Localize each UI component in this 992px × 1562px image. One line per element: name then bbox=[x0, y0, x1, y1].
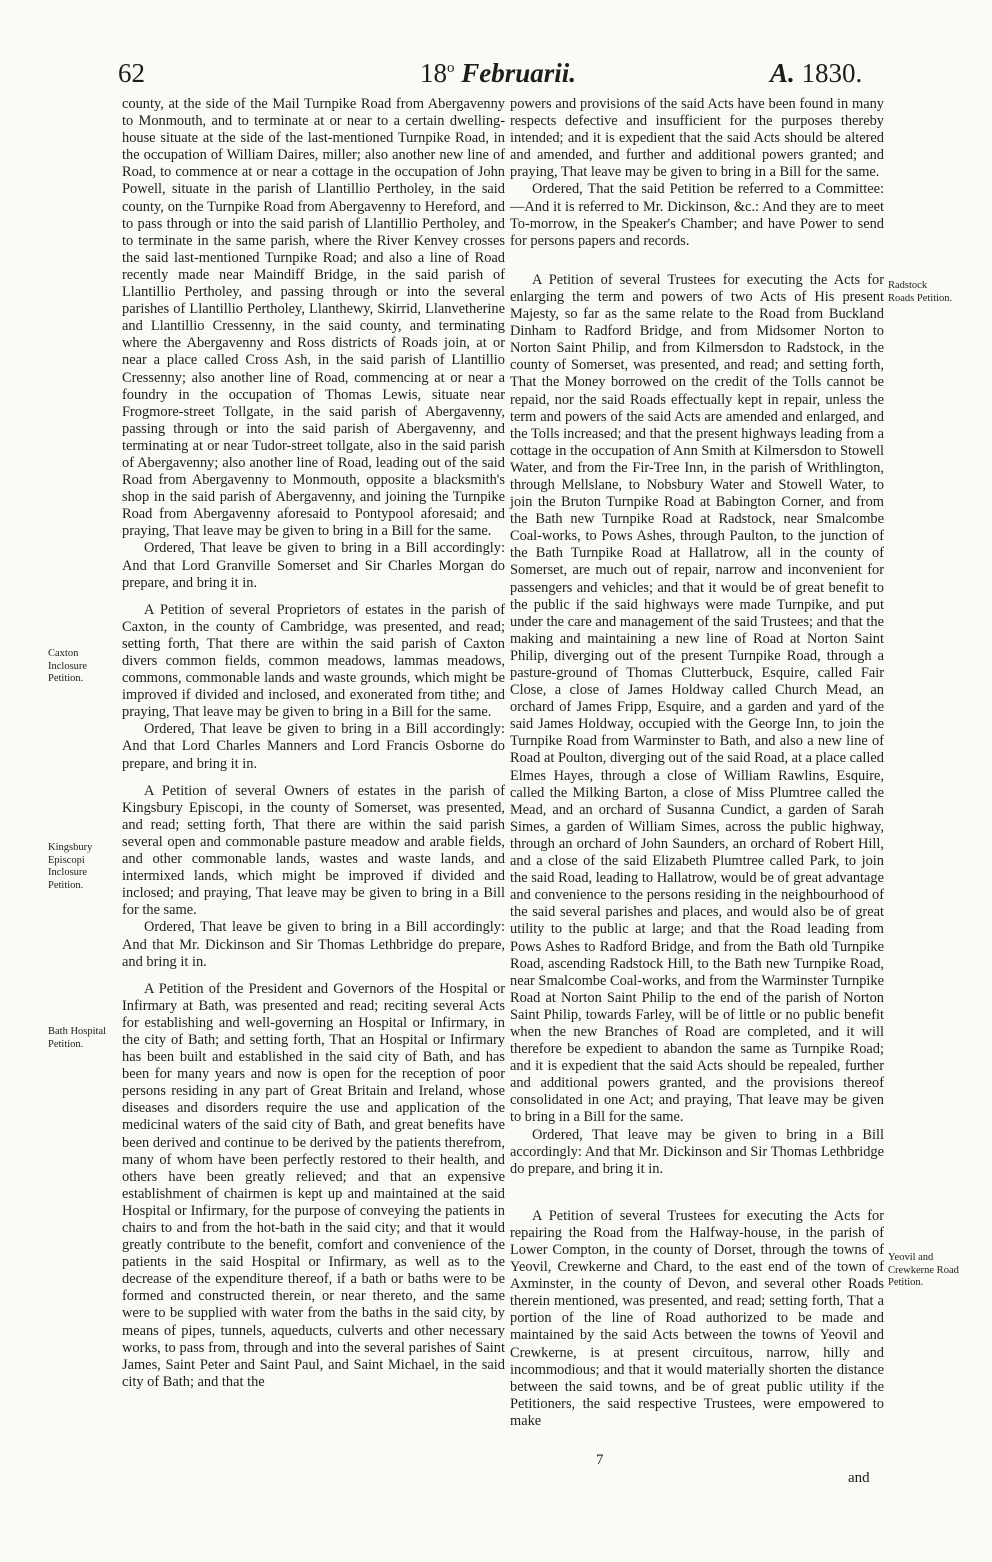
paragraph: Ordered, That the said Petition be referred to a Committee:—And it is referred to Mr. Dickinson, &c.: And they are to meet To-morrow, in the Speaker's Chamber; and have Power to send for persons papers and records. bbox=[510, 181, 884, 249]
paragraph: Ordered, That leave be given to bring in a Bill accordingly: And that Mr. Dickinson and Sir Thomas Lethbridge do prepare, and bring it in. bbox=[122, 919, 505, 970]
paragraph: A Petition of the President and Governors of the Hospital or Infirmary at Bath, was presented and read; reciting several Acts for establishing and well-governing an Hospital or Infirmary, in the city of Bath; and setting forth, That an Hospital or Infirmary has been built and established in the said city of Bath, and has been for many years and now is open for the reception of poor persons residing in any part of Great Britain and Ireland, whose diseases and disorders require the use and application of the medicinal waters of the said city of Bath, and great benefits have been derived and continue to be derived by the patients therefrom, many of whom have been perfectly restored to their health, and others have been greatly relieved; and that an expensive establishment of chairmen is kept up and maintained at the said Hospital or Infirmary, for the purpose of conveying the patients in chairs to and from the hot-bath in the said city; and that it would greatly contribute to the benefit, comfort and convenience of the patients in the said Hospital or Infirmary, as well as to the decrease of the expenditure thereof, if a bath or baths were to be formed and constructed therein, or near thereto, and the same were to be supplied with water from the baths in the said city, by means of pipes, tunnels, aqueducts, culverts and other necessary works, to pass from, through and into the several parishes of Saint James, Saint Peter and Saint Paul, and Saint Michael, in the said city of Bath; and that the bbox=[122, 980, 505, 1390]
page-date bbox=[420, 58, 576, 89]
paragraph: A Petition of several Trustees for executing the Acts for enlarging the term and powers of two Acts of His present Majesty, so far as the same relate to the Road from Buckland Dinham to Radford Bridge, and from Midsomer Norton to Norton Saint Philip, and from Kilmersdon to Radstock, in the county of Somerset, was presented, and read; and setting forth, That the Money borrowed on the credit of the Tolls cannot be repaid, nor the said Roads effectually kept in repair, unless the term and powers of the said Acts are amended and enlarged, and the Tolls increased; and that the present highways leading from a cottage in the occupation of Ann Smith at Kilmersdon to Stowell Water, and from the Fir-Tree Inn, in the parish of Writhlington, through Mellslane, to Nobsbury Water and Stowell Water, to join the Bruton Turnpike Road at Babington Corner, and from the Bath new Turnpike Road at Radstock, near Smalcombe Coal-works, to Pows Ashes, through Paulton, to the junction of the Bath Turnpike Road at Hallatrow, all in the county of Somerset, are much out of repair, narrow and inconvenient for passengers and vehicles; and that it would be of great benefit to the public if the said highways were made Turnpike, and put under the care and management of the said Trustees; and that the making and maintaining a new line of Road at Norton Saint Philip, diverging out of the present Turnpike Road, through a pasture-ground of Thomas Clutterbuck, Esquire, called Fair Close, a close of James Holdway called Church Mead, an orchard of James Fripp, Esquire, and a garden and yard of the said James Holdway, occupied with the George Inn, to join the Turnpike Road from Warminster to Bath, and also a new line of Road at Poulton, diverging out of the said Road, at a place called Elmes Hayes, through a close of William Rawlins, Esquire, called the Milking Barton, a close of Miss Plumtree called the Mead, and an orchard of Susanna Cundict, a garden of Sarah Simes, a garden of William Simes, across the public highway, through an orchard of John Saunders, an orchard of Robert Hill, and a close of the said Elizabeth Plumtree called Park, to join the said Road, leading to Hallatrow, would be of great advantage and convenience to the persons residing in the neighbourhood of the said several parishes and places, and would also be of great utility to the public at large; and that the Road leading from Pows Ashes to Radford Bridge, and from the Bath old Turnpike Road, ascending Radstock Hill, to the Bath new Turnpike Road, near Smalcombe Coal-works, and from the Warminster Turnpike Road at Norton Saint Philip to the end of the parish of Norton Saint Philip, towards Farley, will be of little or no public benefit when the new Branches of Road are completed, and it will therefore be expedient to abandon the same as Turnpike Road; and it is expedient that the said Acts should be repealed, further and additional powers granted, and the provisions thereof consolidated in one Act; and praying, That leave may be given to bring in a Bill for the same. bbox=[510, 271, 884, 1126]
page-year bbox=[770, 58, 862, 89]
page-number: 62 bbox=[118, 58, 145, 88]
year-value: 1830. bbox=[801, 58, 863, 88]
paragraph: Ordered, That leave may be given to bring in a Bill accordingly: And that Mr. Dickinson and Sir Thomas Lethbridge do prepare, and bring it in. bbox=[510, 1126, 884, 1177]
paragraph: A Petition of several Trustees for executing the Acts for repairing the Road from the Halfway-house, in the parish of Lower Compton, in the county of Dorset, through the towns of Yeovil, Crewkerne and Chard, to the east end of the town of Axminster, in the county of Devon, and several other Roads therein mentioned, was presented, and read; setting forth, That a portion of the line of Road authorized to be made and maintained by the said Acts between the towns of Yeovil and Crewkerne, is at present circuitous, narrow, hilly and incommodious; and that it would materially shorten the distance between the said towns, and be of great public utility if the Petitioners, the said respective Trustees, were empowered to make bbox=[510, 1207, 884, 1429]
signature-mark: 7 bbox=[596, 1452, 604, 1468]
margin-note-bath: Bath Hospital Petition. bbox=[48, 1026, 107, 1050]
paragraph: Ordered, That leave be given to bring in a Bill accordingly: And that Lord Granville Somerset and Sir Charles Morgan do prepare, and bring it in. bbox=[122, 540, 505, 591]
margin-note-yeovil: Yeovil and Crewkerne Road Petition. bbox=[888, 1252, 959, 1288]
right-column bbox=[510, 96, 884, 1430]
paragraph: A Petition of several Owners of estates in the parish of Kingsbury Episcopi, in the county of Somerset, was presented, and read; setting forth, That there are within the said parish several open and commonable pasture meadow and arable fields, and other commonable lands, wastes and waste lands, and intermixed lands, which might be improved if divided and inclosed; and praying, That leave may be given to bring in a Bill for the same. bbox=[122, 782, 505, 919]
margin-note-caxton: Caxton Inclosure Petition. bbox=[48, 648, 88, 684]
date-day: 18 bbox=[420, 58, 447, 88]
paragraph: county, at the side of the Mail Turnpike Road from Abergavenny to Monmouth, and to terminate at or near to a certain dwelling-house situate at the side of the last-mentioned Turnpike Road, in the occupation of William Daires, miller; also another new line of Road, to commence at or near a cottage in the occupation of John Powell, situate in the parish of Llantillio Pertholey, in the said county, on the Turnpike Road from Abergavenny to Hereford, and to pass through or into the said parish of Llantillio Pertholey, and to terminate in the same parish, where the River Kenvey crosses the said last-mentioned Turnpike Road; and also a line of Road recently made near Maindiff Bridge, in the said parish of Llantillio Pertholey, and passing through or into the several parishes of Llantillio Pertholey, Llanthewy, Skirrid, Llanvetherine and Llantillio Cressenny, in the said county, and terminating where the Abergavenny and Ross districts of Roads join, at or near a place called Cross Ash, in the said parish of Llantillio Cressenny; also another line of Road, commencing at or near a foundry in the occupation of Thomas Lewis, situate near Frogmore-street Tollgate, in the said parish of Abergavenny, passing through or into the said parish of Abergavenny, and terminating at or near Tudor-street tollgate, also in the said parish of Abergavenny; also another line of Road, leading out of the said Road from Abergavenny to Monmouth, opposite a blacksmith's shop in the said parish of Abergavenny, and joining the Turnpike Road from Abergavenny aforesaid to Pontypool aforesaid; and praying, That leave may be given to bring in a Bill for the same. bbox=[122, 96, 505, 540]
catchword: and bbox=[848, 1470, 870, 1486]
paragraph: Ordered, That leave be given to bring in a Bill accordingly: And that Lord Charles Manners and Lord Francis Osborne do prepare, and bring it in. bbox=[122, 721, 505, 772]
margin-note-radstock: Radstock Roads Petition. bbox=[888, 280, 953, 304]
page-header bbox=[0, 58, 992, 92]
date-month: Februarii. bbox=[461, 58, 577, 88]
left-column bbox=[122, 96, 505, 1391]
paragraph: A Petition of several Proprietors of estates in the parish of Caxton, in the county of Cambridge, was presented, and read; setting forth, That there are within the said parish of Caxton divers common fields, common meadows, lammas meadows, commons, commonable lands and waste grounds, which might be improved if divided and inclosed, and exonerated from tithe; and praying, That leave may be given to bring in a Bill for the same. bbox=[122, 601, 505, 721]
year-prefix: A. bbox=[770, 58, 795, 88]
paragraph: powers and provisions of the said Acts have been found in many respects defective and insufficient for the purposes thereby intended; and it is expedient that the said Acts should be altered and amended, and further and additional powers granted; and praying, That leave may be given to bring in a Bill for the same. bbox=[510, 96, 884, 181]
date-sup: o bbox=[447, 60, 455, 76]
margin-note-kingsbury: Kingsbury Episcopi Inclosure Petition. bbox=[48, 842, 93, 891]
